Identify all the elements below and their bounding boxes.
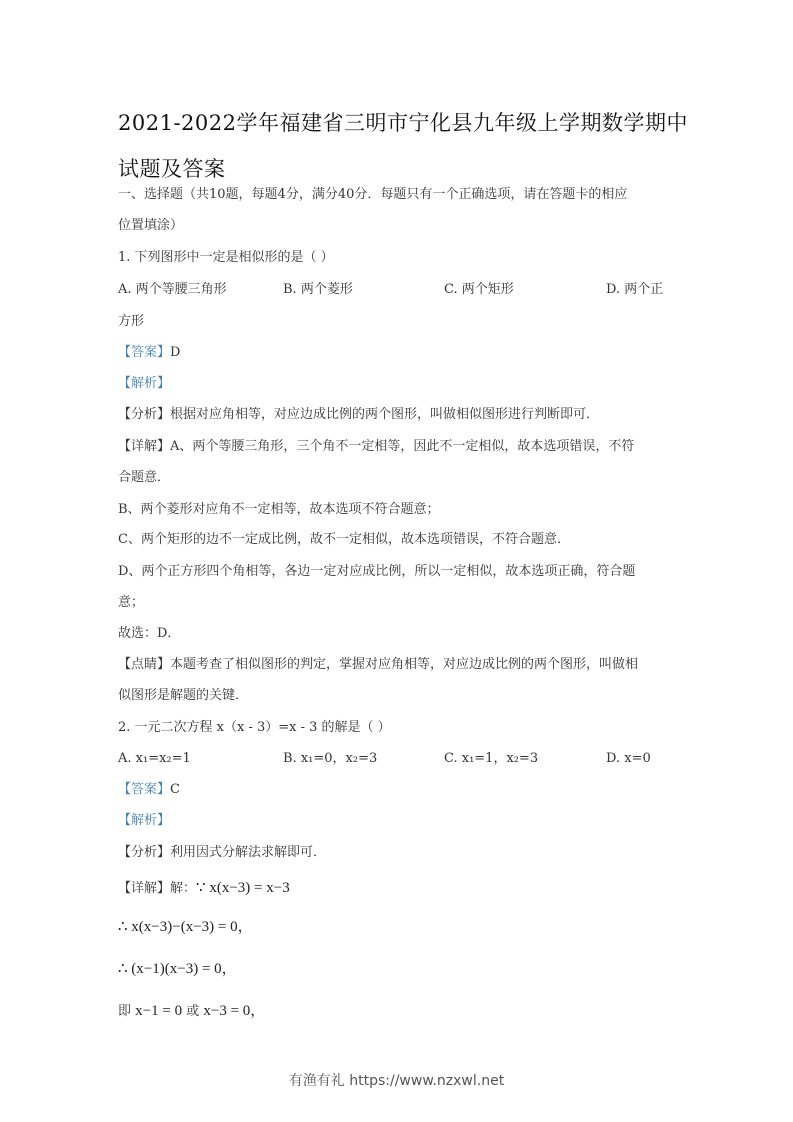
q1-option-d: D. 两个正 bbox=[606, 282, 664, 297]
math-step2: ∴ x(x−3)−(x−3) = 0， bbox=[118, 919, 253, 935]
q2-option-b: B. x₁=0，x₂=3 bbox=[283, 751, 378, 766]
q2-option-c: C. x₁=1，x₂=3 bbox=[444, 751, 539, 766]
answer-value: D bbox=[170, 345, 181, 360]
q1-option-b: B. 两个菱形 bbox=[283, 282, 353, 297]
q1-xiangjie-c: C、两个矩形的边不一定成比例，故不一定相似，故本选项错误，不符合题意． bbox=[118, 532, 570, 547]
q1-xiangjie-b: B、两个菱形对应角不一定相等，故本选项不符合题意； bbox=[118, 502, 440, 517]
q1-answer bbox=[118, 343, 180, 363]
xiangjie-label: 【详解】 bbox=[118, 881, 171, 896]
section-header-line2: 位置填涂） bbox=[118, 218, 184, 233]
q2-stem: 2. 一元二次方程 x（x - 3）=x - 3 的解是（ ） bbox=[118, 720, 391, 735]
step4-or: 或 bbox=[186, 1004, 200, 1019]
document-title: 2021-2022学年福建省三明市宁化县九年级上学期数学期中试题及答案 bbox=[118, 111, 688, 181]
step4-prefix: 即 bbox=[118, 1004, 132, 1019]
math-step3: ∴ (x−1)(x−3) = 0， bbox=[118, 961, 237, 977]
q1-xiangjie-a2: 合题意． bbox=[118, 470, 171, 485]
fenxi-label: 【分析】 bbox=[118, 407, 171, 422]
q1-dianjing-1 bbox=[118, 655, 638, 675]
fenxi-label: 【分析】 bbox=[118, 845, 171, 860]
dianjing-text: 本题考查了相似图形的判定，掌握对应角相等，对应边成比例的两个图形，叫做相 bbox=[170, 657, 639, 672]
q1-xiangjie-d1: D、两个正方形四个角相等，各边一定对应成比例，所以一定相似，故本选项正确，符合题 bbox=[118, 564, 636, 579]
q1-fenxi bbox=[118, 405, 599, 425]
q1-stem: 1. 下列图形中一定是相似形的是（ ） bbox=[118, 250, 334, 265]
q1-option-d-wrap: 方形 bbox=[118, 314, 145, 329]
step4-b: x−3 = 0， bbox=[203, 1003, 266, 1019]
xiangjie-a-text: A、两个等腰三角形，三个角不一定相等，因此不一定相似，故本选项错误，不符 bbox=[170, 439, 635, 454]
q1-xiangjie-d2: 意； bbox=[118, 595, 145, 610]
q1-option-c: C. 两个矩形 bbox=[444, 282, 514, 297]
q1-option-a: A. 两个等腰三角形 bbox=[118, 282, 227, 297]
q2-option-a: A. x₁=x₂=1 bbox=[118, 751, 191, 766]
q2-analysis-label: 【解析】 bbox=[118, 813, 171, 828]
q1-analysis-label: 【解析】 bbox=[118, 376, 171, 391]
q1-dianjing-2: 似图形是解题的关键． bbox=[118, 688, 249, 703]
fenxi-text: 利用因式分解法求解即可． bbox=[170, 845, 327, 860]
q2-answer bbox=[118, 780, 180, 800]
q2-option-d: D. x=0 bbox=[606, 751, 651, 766]
q1-xiangjie-a1 bbox=[118, 437, 634, 457]
math-step1: ∵ x(x−3) = x−3 bbox=[196, 880, 290, 896]
fenxi-text: 根据对应角相等，对应边成比例的两个图形，叫做相似图形进行判断即可． bbox=[170, 407, 600, 422]
xiangjie-prefix: 解： bbox=[170, 881, 197, 896]
step4-a: x−1 = 0 bbox=[135, 1003, 183, 1019]
q2-xiangjie bbox=[118, 878, 290, 899]
answer-label: 【答案】 bbox=[118, 345, 171, 360]
answer-value: C bbox=[170, 782, 180, 797]
answer-label: 【答案】 bbox=[118, 782, 171, 797]
footer-watermark: 有渔有礼 https://www.nzxwl.net bbox=[288, 1073, 505, 1089]
xiangjie-label: 【详解】 bbox=[118, 439, 171, 454]
math-step4 bbox=[118, 1001, 265, 1022]
section-header-line1: 一、选择题（共10题，每题4分，满分40分．每题只有一个正确选项，请在答题卡的相应 bbox=[118, 187, 628, 202]
q2-fenxi bbox=[118, 843, 326, 863]
q1-choose: 故选：D． bbox=[118, 626, 181, 641]
dianjing-label: 【点睛】 bbox=[118, 657, 171, 672]
